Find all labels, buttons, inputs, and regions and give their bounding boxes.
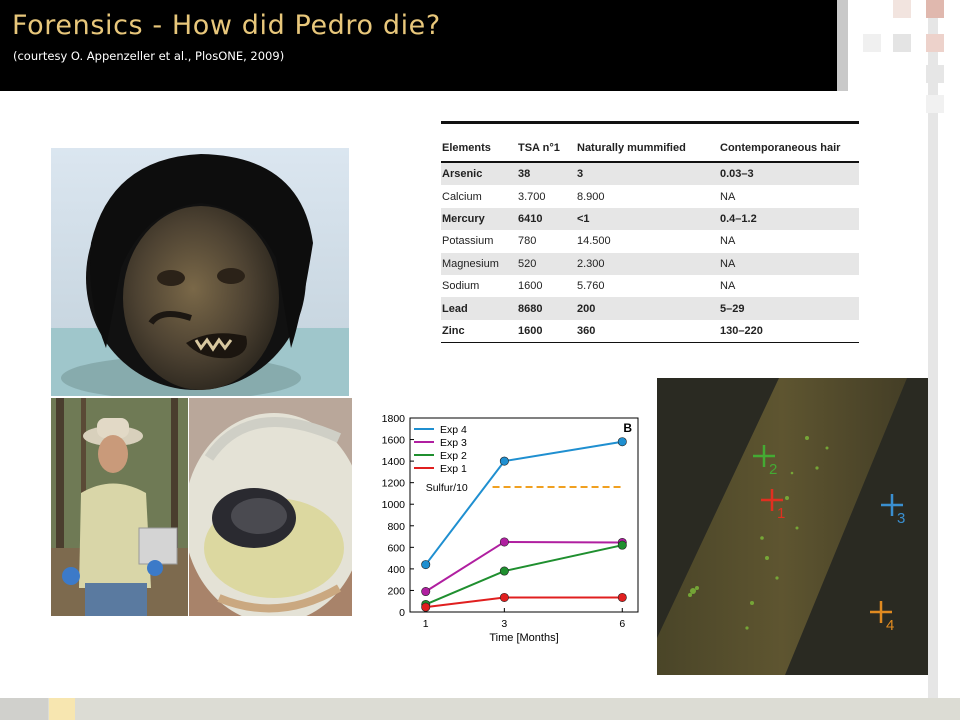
col-header-mummified: Naturally mummified bbox=[577, 142, 686, 154]
y-tick-label: 1400 bbox=[381, 456, 405, 469]
cell-contemporaneous: NA bbox=[720, 235, 736, 248]
decor-square bbox=[893, 0, 911, 18]
x-tick-label: 6 bbox=[619, 618, 626, 630]
slide-title: Forensics - How did Pedro die? bbox=[12, 10, 441, 41]
col-header-contemporaneous: Contemporaneous hair bbox=[720, 142, 841, 154]
cell-contemporaneous: 0.03–3 bbox=[719, 162, 859, 185]
cell-mummified: 5.760 bbox=[577, 280, 605, 293]
table-row bbox=[441, 253, 859, 275]
cell-element: Lead bbox=[441, 297, 517, 319]
decor-square bbox=[863, 34, 881, 52]
data-point bbox=[422, 603, 430, 611]
sulfur-reference-label: Sulfur/10 bbox=[425, 481, 468, 494]
data-point bbox=[500, 457, 508, 465]
decor-square bbox=[926, 65, 944, 83]
x-tick-label: 3 bbox=[501, 618, 508, 630]
col-header-tsa: TSA n°1 bbox=[518, 142, 560, 154]
time-chart bbox=[370, 408, 645, 648]
marker-label: 2 bbox=[769, 461, 778, 478]
data-point bbox=[500, 567, 508, 575]
decor-square bbox=[926, 34, 944, 52]
data-point bbox=[618, 593, 626, 601]
cell-mummified: <1 bbox=[576, 208, 719, 230]
cell-contemporaneous: 130–220 bbox=[720, 324, 763, 337]
y-tick-label: 0 bbox=[399, 607, 405, 619]
cell-element: Zinc bbox=[442, 324, 465, 337]
marker-label: 1 bbox=[777, 505, 786, 522]
y-tick-label: 1000 bbox=[381, 499, 405, 512]
marker-label: 4 bbox=[886, 617, 895, 634]
cell-mummified: 3 bbox=[576, 162, 719, 185]
legend-label: Exp 2 bbox=[440, 450, 467, 462]
cell-tsa: 1600 bbox=[518, 324, 543, 337]
cell-contemporaneous: NA bbox=[719, 253, 859, 275]
data-point bbox=[618, 438, 626, 446]
table-body bbox=[441, 162, 859, 343]
x-tick-label: 1 bbox=[422, 618, 429, 630]
cell-mummified: 8.900 bbox=[577, 190, 605, 203]
footer-accent bbox=[49, 698, 75, 720]
data-point bbox=[422, 587, 430, 595]
series-line bbox=[426, 545, 623, 604]
footer-block bbox=[0, 698, 48, 720]
researcher-photo bbox=[51, 398, 188, 616]
data-point bbox=[500, 593, 508, 601]
cell-mummified: 2.300 bbox=[576, 253, 719, 275]
y-tick-label: 400 bbox=[387, 563, 405, 576]
cell-tsa: 8680 bbox=[517, 297, 576, 319]
decor-bar bbox=[837, 0, 848, 91]
table-row bbox=[441, 275, 859, 297]
table-row bbox=[441, 297, 859, 319]
y-tick-label: 800 bbox=[387, 520, 405, 533]
mummy-head-photo bbox=[51, 148, 349, 396]
cell-tsa: 38 bbox=[517, 162, 576, 185]
cell-contemporaneous: NA bbox=[720, 190, 736, 203]
cell-tsa: 3.700 bbox=[518, 190, 546, 203]
y-tick-label: 600 bbox=[387, 542, 405, 555]
panel-label: B bbox=[623, 421, 632, 435]
cell-contemporaneous: NA bbox=[720, 280, 736, 293]
cell-mummified: 14.500 bbox=[577, 235, 611, 248]
hair-sample-photo bbox=[189, 398, 352, 616]
data-point bbox=[500, 538, 508, 546]
chart-svg bbox=[370, 408, 645, 648]
legend-label: Exp 3 bbox=[440, 437, 467, 449]
cell-element: Magnesium bbox=[441, 253, 517, 275]
data-point bbox=[618, 541, 626, 549]
legend-label: Exp 4 bbox=[440, 424, 467, 436]
series-line bbox=[426, 597, 623, 607]
slide-subtitle: (courtesy O. Appenzeller et al., PlosONE, 2009) bbox=[13, 49, 285, 63]
y-tick-label: 1200 bbox=[381, 477, 405, 490]
elements-data-table bbox=[441, 135, 859, 343]
data-point bbox=[422, 560, 430, 568]
table-row bbox=[441, 208, 859, 230]
cell-element: Arsenic bbox=[441, 162, 517, 185]
cell-tsa: 6410 bbox=[517, 208, 576, 230]
cell-tsa: 520 bbox=[517, 253, 576, 275]
y-tick-label: 1800 bbox=[381, 413, 405, 425]
y-tick-label: 1600 bbox=[381, 434, 405, 447]
cell-element: Mercury bbox=[441, 208, 517, 230]
table-row bbox=[441, 230, 859, 252]
y-tick-label: 200 bbox=[387, 585, 405, 598]
decor-square bbox=[926, 95, 944, 113]
decor-square bbox=[893, 34, 911, 52]
legend-label: Exp 1 bbox=[440, 463, 467, 475]
table-row bbox=[441, 320, 859, 343]
x-axis-label: Time [Months] bbox=[489, 632, 559, 644]
cell-element: Potassium bbox=[442, 235, 494, 248]
cell-element: Calcium bbox=[442, 190, 482, 203]
cell-tsa: 780 bbox=[518, 235, 537, 248]
cell-mummified: 360 bbox=[577, 324, 596, 337]
cell-element: Sodium bbox=[442, 280, 480, 293]
cell-contemporaneous: 5–29 bbox=[719, 297, 859, 319]
hair-micrograph bbox=[657, 378, 928, 675]
cell-mummified: 200 bbox=[576, 297, 719, 319]
marker-label: 3 bbox=[897, 510, 906, 527]
elements-table bbox=[441, 121, 859, 343]
table-header-row bbox=[441, 135, 859, 162]
cell-tsa: 1600 bbox=[518, 280, 543, 293]
table-row bbox=[441, 162, 859, 185]
decor-square bbox=[926, 0, 944, 18]
cell-contemporaneous: 0.4–1.2 bbox=[719, 208, 859, 230]
table-row bbox=[441, 185, 859, 207]
footer-band bbox=[0, 698, 960, 720]
col-header-elements: Elements bbox=[442, 142, 491, 154]
